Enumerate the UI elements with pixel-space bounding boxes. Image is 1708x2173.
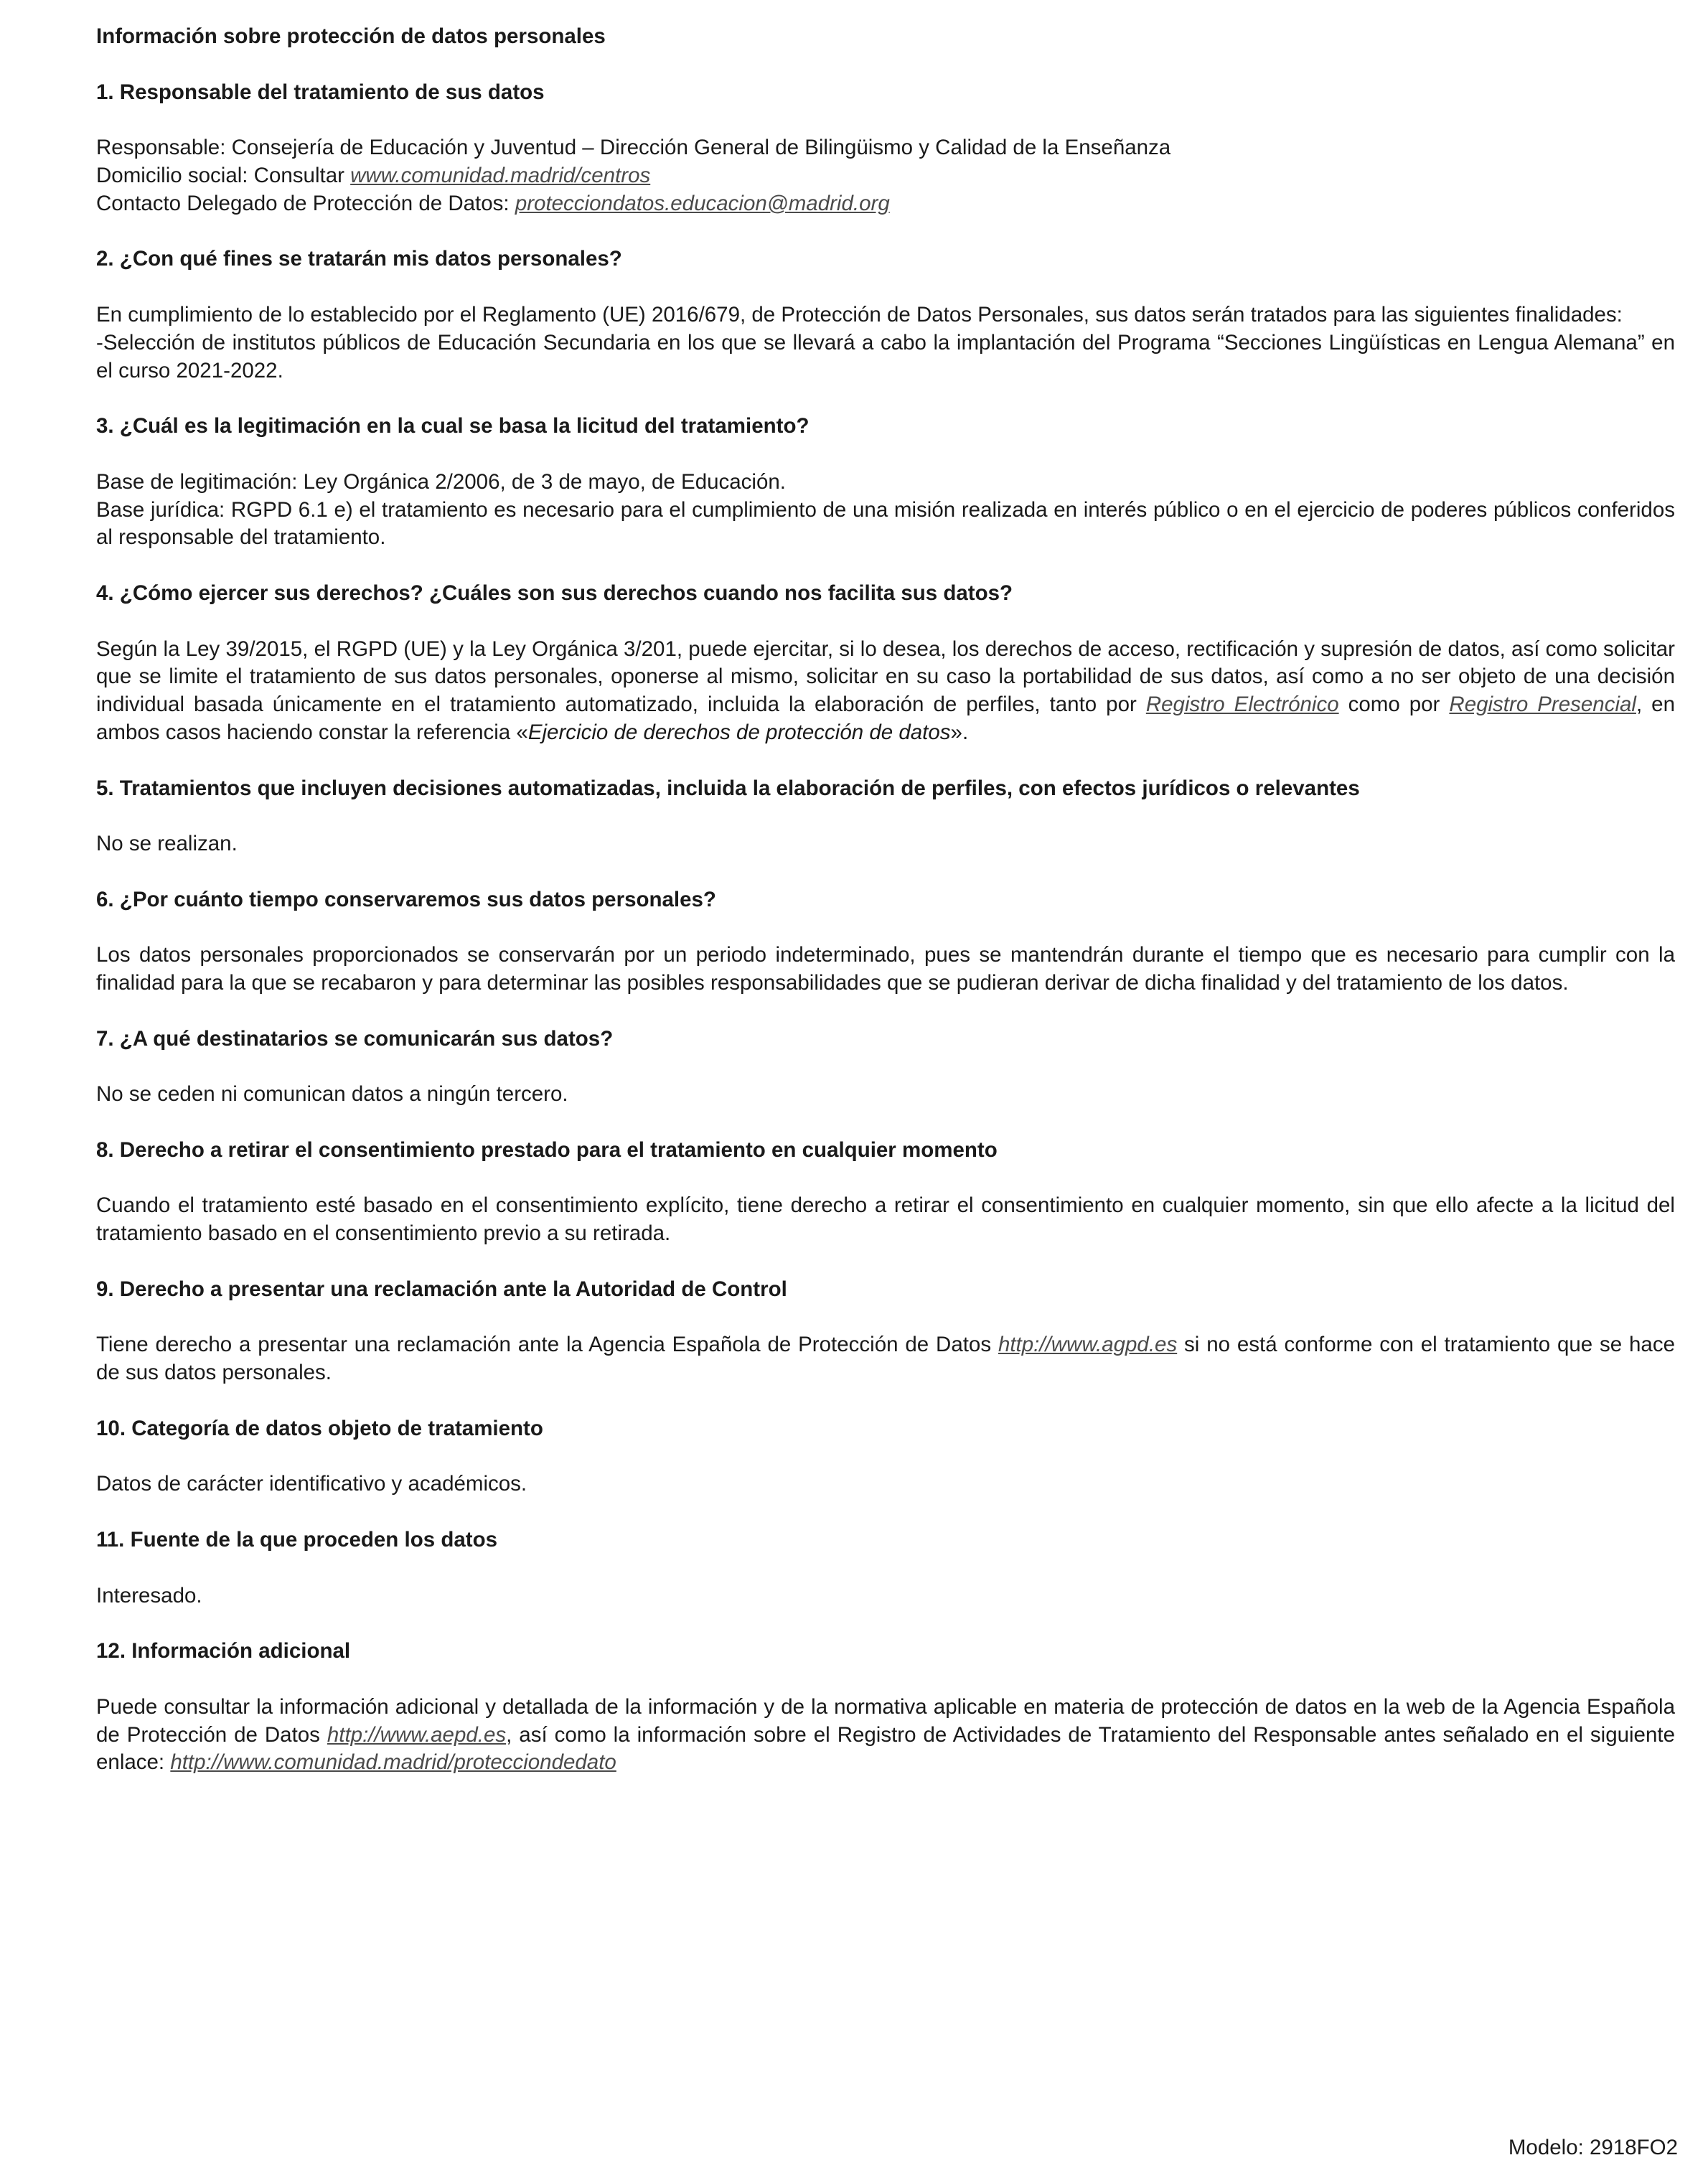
section-8-heading: 8. Derecho a retirar el consentimiento prestado para el tratamiento en cualquier momento [96,1137,998,1162]
section-9-heading: 9. Derecho a presentar una reclamación ante la Autoridad de Control [96,1277,787,1301]
section-10-heading: 10. Categoría de datos objeto de tratamiento [96,1416,543,1440]
section-2-body [96,301,1675,385]
section-6-heading: 6. ¿Por cuánto tiempo conservaremos sus datos personales? [96,887,716,911]
section-12-heading: 12. Información adicional [96,1639,351,1663]
section-2-heading: 2. ¿Con qué fines se tratarán mis datos personales? [96,247,622,271]
section-12-text-a: Puede consultar la información adicional y detallada de la información y de la normativa aplicable en materia de protección de datos en la web de la Agencia Española de Protección de Datos [96,1694,1675,1747]
section-2-paragraph-2: -Selección de institutos públicos de Educación Secundaria en los que se llevará a cabo la implantación del Programa “Secciones Lingüísticas en Lengua Alemana” en el curso 2021-2022. [96,330,1675,382]
domicilio-label: Domicilio social: Consultar [96,163,351,187]
section-12-text-b: , así como la información sobre el Registro de Actividades de Tratamiento del Responsable antes señalado en el siguiente enlace: [96,1722,1675,1775]
contacto-label: Contacto Delegado de Protección de Datos: [96,191,515,215]
section-10-body: Datos de carácter identificativo y académicos. [96,1472,527,1496]
proteccion-datos-link[interactable]: http://www.comunidad.madrid/protecciondedato [170,1750,616,1775]
section-9-body [96,1331,1675,1387]
section-5-body: No se realizan. [96,832,238,856]
agpd-link[interactable]: http://www.agpd.es [998,1333,1178,1357]
model-code-footer: Modelo: 2918FO2 [1508,2136,1678,2160]
section-7-body: No se ceden ni comunican datos a ningún tercero. [96,1082,568,1107]
dpo-email-link[interactable]: protecciondatos.educacion@madrid.org [515,191,890,215]
section-5-heading: 5. Tratamientos que incluyen decisiones automatizadas, incluida la elaboración de perfiles, con efectos jurídicos o relevantes [96,776,1360,800]
section-4-body [96,636,1675,747]
contacto-line [96,190,1675,218]
responsable-line: Responsable: Consejería de Educación y Juventud – Dirección General de Bilingüismo y Calidad de la Enseñanza [96,136,1171,160]
aepd-link[interactable]: http://www.aepd.es [327,1722,507,1747]
document-body [96,23,1675,1805]
section-12-body [96,1694,1675,1777]
section-9-text-b: si no está conforme con el tratamiento que se hace de sus datos personales. [96,1333,1675,1385]
section-2-paragraph-1: En cumplimiento de lo establecido por el Reglamento (UE) 2016/679, de Protección de Datos Personales, sus datos serán tratados para las siguientes finalidades: [96,302,1623,327]
section-1-heading: 1. Responsable del tratamiento de sus datos [96,80,545,104]
section-11-body: Interesado. [96,1583,202,1608]
page-title: Información sobre protección de datos personales [96,24,606,48]
registro-presencial-link[interactable]: Registro Presencial [1449,693,1636,717]
section-11-heading: 11. Fuente de la que proceden los datos [96,1528,498,1552]
registro-electronico-link[interactable]: Registro Electrónico [1145,693,1339,717]
centros-link[interactable]: www.comunidad.madrid/centros [350,163,651,187]
section-7-heading: 7. ¿A qué destinatarios se comunicarán sus datos? [96,1026,614,1051]
section-3-body [96,469,1675,552]
section-3-heading: 3. ¿Cuál es la legitimación en la cual se basa la licitud del tratamiento? [96,414,810,438]
section-4-reference: Ejercicio de derechos de protección de datos [527,720,951,744]
section-4-text-b: como por [1338,693,1450,717]
section-4-text-a: Según la Ley 39/2015, el RGPD (UE) y la Ley Orgánica 3/201, puede ejercitar, si lo desea, los derechos de acceso, rectificación y supresión de datos, así como solicitar que se limite el tratamiento de sus datos personales, oponerse al mismo, solicitar en su caso la portabilidad de sus datos, así como a no ser objeto de una decisión individual basada únicamente en el tratamiento automatizado, incluida la elaboración de perfiles, tanto por [96,637,1675,717]
section-3-paragraph-1: Base de legitimación: Ley Orgánica 2/2006, de 3 de mayo, de Educación. [96,469,786,494]
section-9-text-a: Tiene derecho a presentar una reclamación ante la Agencia Española de Protección de Datos [96,1333,998,1357]
section-1-body [96,134,1675,217]
section-4-text-c: , en ambos casos haciendo constar la referencia « [96,693,1675,744]
domicilio-line [96,162,1675,190]
section-3-paragraph-2: Base jurídica: RGPD 6.1 e) el tratamiento es necesario para el cumplimiento de una misión realizada en interés público o en el ejercicio de poderes públicos conferidos al responsable del tratamiento. [96,497,1675,550]
section-6-body: Los datos personales proporcionados se conservarán por un periodo indeterminado, pues se mantendrán durante el tiempo que es necesario para cumplir con la finalidad para la que se recabaron y para determinar las posibles responsabilidades que se pudieran derivar de dicha finalidad y del tratamiento de los datos. [96,943,1675,995]
section-4-heading: 4. ¿Cómo ejercer sus derechos? ¿Cuáles son sus derechos cuando nos facilita sus datos? [96,581,1013,605]
section-8-body: Cuando el tratamiento esté basado en el consentimiento explícito, tiene derecho a retirar el consentimiento en cualquier momento, sin que ello afecte a la licitud del tratamiento basado en el consentimiento previo a su retirada. [96,1193,1675,1246]
section-4-text-d: ». [950,720,969,744]
